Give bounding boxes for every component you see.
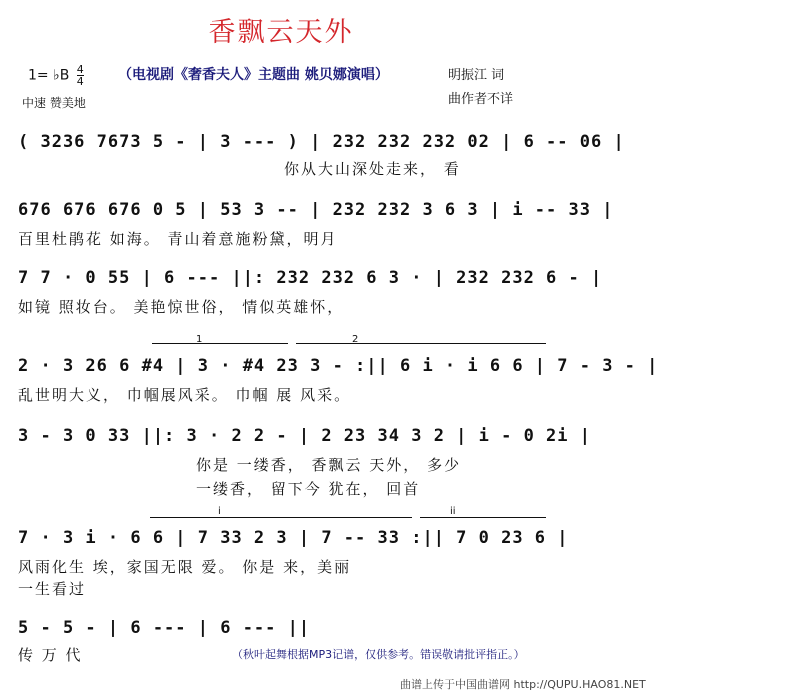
song-title: 香飘云天外: [208, 17, 354, 48]
ending-1-bracket: [152, 343, 288, 344]
section-i-label: i: [218, 506, 221, 517]
subtitle: （电视剧《奢香夫人》主题曲 姚贝娜演唱）: [118, 67, 389, 83]
meter-bottom: 4: [76, 75, 84, 88]
ending-1-label: 1: [196, 334, 203, 345]
score-row-6: 7 · 3 i · 6 6 | 7 33 2 3 | 7 -- 33 :|| 7 0 23 6 |: [18, 528, 569, 548]
composer-credit: 曲作者不详: [448, 92, 514, 107]
score-row-4: 2 · 3 26 6 #4 | 3 · #4 23 3 - :|| 6 i · i 6 6 | 7 - 3 - |: [18, 356, 659, 376]
lyric-row-2: 百里杜鹃花 如海。 青山着意施粉黛，明月: [18, 230, 338, 248]
transcription-note: （秋叶起舞根据MP3记谱，仅供参考。错误敬请批评指正。）: [232, 648, 525, 661]
key-signature: [28, 64, 84, 87]
score-row-5: 3 - 3 0 33 ||: 3 · 2 2 - | 2 23 34 3 2 | i - 0 2i |: [18, 426, 591, 446]
lyric-row-9: 传 万 代: [18, 646, 83, 664]
ending-2-bracket: [296, 343, 546, 344]
time-signature: [77, 64, 84, 87]
section-ii-label: ii: [450, 506, 456, 517]
score-row-2: 676 676 676 0 5 | 53 3 -- | 232 232 3 6 3 | i -- 33 |: [18, 200, 614, 220]
lyric-row-1: 你从大山深处走来， 看: [284, 160, 461, 178]
section-ii-bracket: [420, 517, 546, 518]
tempo-marking: 中速 赞美地: [22, 96, 86, 110]
lyric-row-6: 一缕香， 留下今 犹在， 回首: [196, 480, 421, 498]
key-label: 1= ♭B: [28, 67, 70, 84]
score-row-7: 5 - 5 - | 6 --- | 6 --- ||: [18, 618, 311, 638]
score-row-1: ( 3236 7673 5 - | 3 --- ) | 232 232 232 02 | 6 -- 06 |: [18, 132, 625, 152]
lyric-row-3: 如镜 照妆台。 美艳惊世俗， 情似英雄怀，: [18, 298, 345, 316]
section-i-bracket: [150, 517, 412, 518]
meter-top: 4: [76, 63, 84, 76]
lyricist-credit: 明振江 词: [448, 68, 505, 83]
score-row-3: 7 7 · 0 55 | 6 --- ||: 232 232 6 3 · | 232 232 6 - |: [18, 268, 603, 288]
lyric-row-8: 一生看过: [18, 580, 87, 598]
lyric-row-7: 风雨化生 埃，家国无限 爱。 你是 来，美丽: [18, 558, 352, 576]
lyric-row-5: 你是 一缕香， 香飘云 天外， 多少: [196, 456, 462, 474]
ending-2-label: 2: [352, 334, 359, 345]
site-footer: 曲谱上传于中国曲谱网 http://QUPU.HAO81.NET: [400, 678, 646, 691]
lyric-row-4: 乱世明大义， 巾帼展风采。 巾帼 展 风采。: [18, 386, 352, 404]
